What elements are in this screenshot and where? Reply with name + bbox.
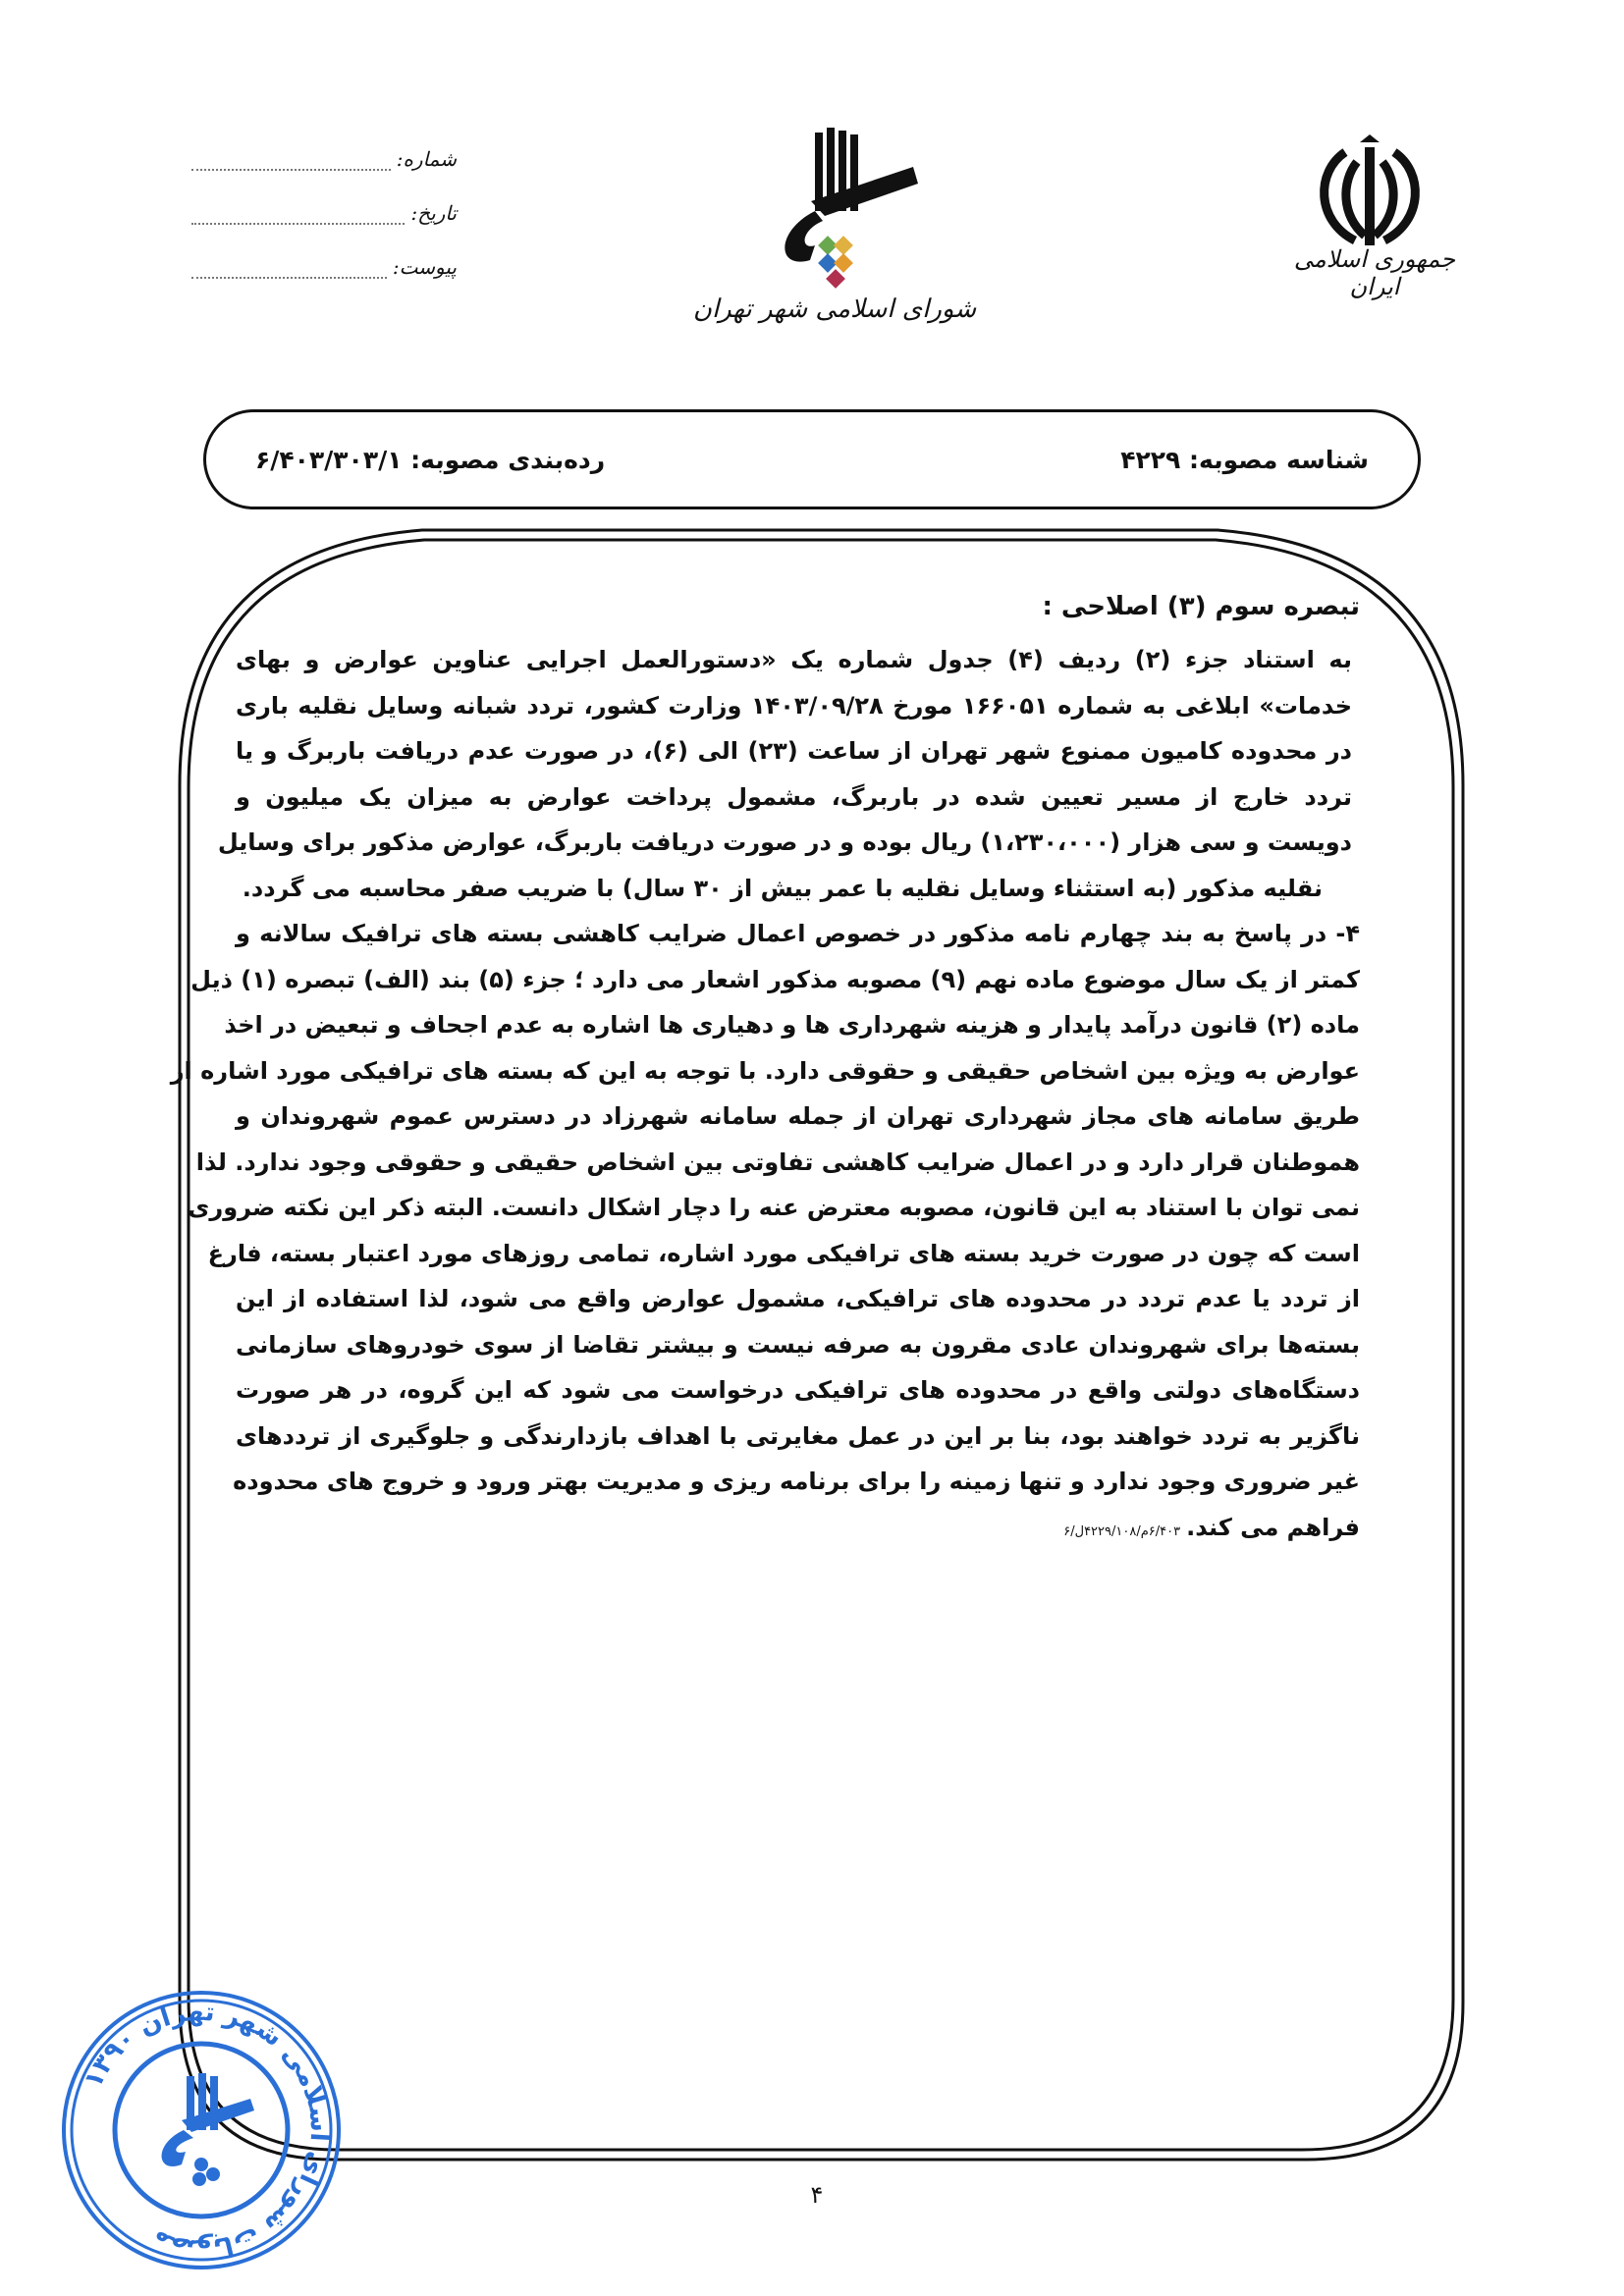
text-line: نمی توان با استناد به این قانون، مصوبه معترض عنه را دچار اشکال دانست. البته ذکر این نکته ضروری <box>188 1194 1360 1221</box>
text-line: دستگاه‌های دولتی واقع در محدوده های ترافیکی درخواست می شود که این گروه، در هر صورت <box>236 1376 1360 1404</box>
text-line: خدمات» ابلاغی به شماره ۱۶۶۰۵۱ مورخ ۱۴۰۳/۰۹/۲۸ وزارت کشور، تردد شبانه وسایل نقلیه باری <box>236 691 1353 720</box>
text-line: در محدوده کامیون ممنوع شهر تهران از ساعت (۲۳) الی (۶)، در صورت عدم دریافت باربرگ و یا <box>236 737 1352 765</box>
dotted-line <box>191 157 391 171</box>
council-stamp <box>54 1983 349 2277</box>
resolution-id: شناسه مصوبه: ۴۲۲۹ <box>1120 445 1369 474</box>
text-line: عوارض به ویژه بین اشخاص حقیقی و حقوقی دارد. با توجه به این که بسته های ترافیکی مورد اشاره از <box>170 1056 1360 1085</box>
text-line: کمتر از یک سال موضوع ماده نهم (۹) مصوبه مذکور اشعار می دارد ؛ جزء (۵) بند (الف) تبصره (۱) ذیل <box>190 965 1360 993</box>
dotted-line <box>191 265 387 279</box>
letter-date-label: تاریخ: <box>410 201 457 225</box>
text-line: از تردد یا عدم تردد در محدوده های ترافیکی، مشمول عوارض واقع می شود، لذا استفاده از این <box>236 1285 1360 1312</box>
text-line: نقلیه مذکور (به استثناء وسایل نقلیه با عمر بیش از ۳۰ سال) با ضریب صفر محاسبه می گردد. <box>242 874 1323 902</box>
stamp-text: مصوبات شورای اسلامی شهر تهران ۱۳۹۰ <box>78 1997 335 2264</box>
council-caption: شورای اسلامی شهر تهران <box>692 294 977 324</box>
text-line: به استناد جزء (۲) ردیف (۴) جدول شماره یک «دستورالعمل اجرایی عناوین عوارض و بهای <box>236 646 1352 673</box>
page-number: ۴ <box>810 2181 824 2209</box>
paragraph-note-3 <box>217 637 1360 911</box>
text-line <box>236 1505 1360 1556</box>
closing-text: فراهم می کند. <box>1186 1513 1360 1541</box>
text-line: دویست و سی هزار (۱،۲۳۰،۰۰۰) ریال بوده و در صورت دریافت باربرگ، عوارض مذکور برای وسایل <box>217 828 1352 856</box>
letter-date-field <box>191 201 457 225</box>
letter-number-field <box>191 147 457 171</box>
text-line: ماده (۲) قانون درآمد پایدار و هزینه شهرداری ها و دهیاری ها اشاره به عدم اجحاف و تبعیض در اخذ <box>224 1011 1360 1039</box>
text-line: طریق سامانه های مجاز شهرداری تهران از جمله سامانه شهرزاد در دسترس عموم شهروندان و <box>236 1102 1360 1130</box>
text-line: ۴- در پاسخ به بند چهارم نامه مذکور در خصوص اعمال ضرایب کاهشی بسته های ترافیک سالانه و <box>236 920 1360 947</box>
attachment-field <box>191 255 457 279</box>
text-line: تردد خارج از مسیر تعیین شده در باربرگ، مشمول پرداخت عوارض به میزان یک میلیون و <box>236 782 1352 811</box>
text-line: بسته‌ها برای شهروندان عادی مقرون به صرفه نیست و بیشتر تقاضا از سوی خودروهای سازمانی <box>236 1330 1360 1359</box>
text-line: هموطنان قرار دارد و در اعمال ضرایب کاهشی تفاوتی بین اشخاص حقیقی و حقوقی وجود ندارد. لذا <box>195 1148 1360 1176</box>
dotted-line <box>191 211 405 225</box>
resolution-classification: رده‌بندی مصوبه: ۶/۴۰۳/۳۰۳/۱ <box>255 445 606 474</box>
emblem-caption: جمهوری اسلامی ایران <box>1293 245 1456 300</box>
text-line: ناگزیر به تردد خواهند بود، بنا بر این در عمل مغایرتی با اهداف بازدارندگی و جلوگیری از ترددهای <box>236 1421 1360 1450</box>
paragraph-item-4 <box>170 911 1360 1555</box>
text-line: است که چون در صورت خرید بسته های ترافیکی مورد اشاره، تمامی روزهای مورد اعتبار بسته، فارغ <box>207 1239 1360 1267</box>
attachment-label: پیوست: <box>392 255 457 279</box>
resolution-body <box>170 584 1360 1555</box>
letter-number-label: شماره: <box>396 147 457 171</box>
reference-code: ۶/۴۰۳م/۴۲۲۹/۱۰۸ل/۶ <box>1063 1523 1181 1539</box>
section-title: تبصره سوم (۳) اصلاحی : <box>1042 592 1360 621</box>
resolution-info-box <box>203 409 1421 509</box>
text-line: غیر ضروری وجود ندارد و تنها زمینه را برای برنامه ریزی و مدیریت بهتر ورود و خروج های محدوده <box>233 1468 1360 1495</box>
